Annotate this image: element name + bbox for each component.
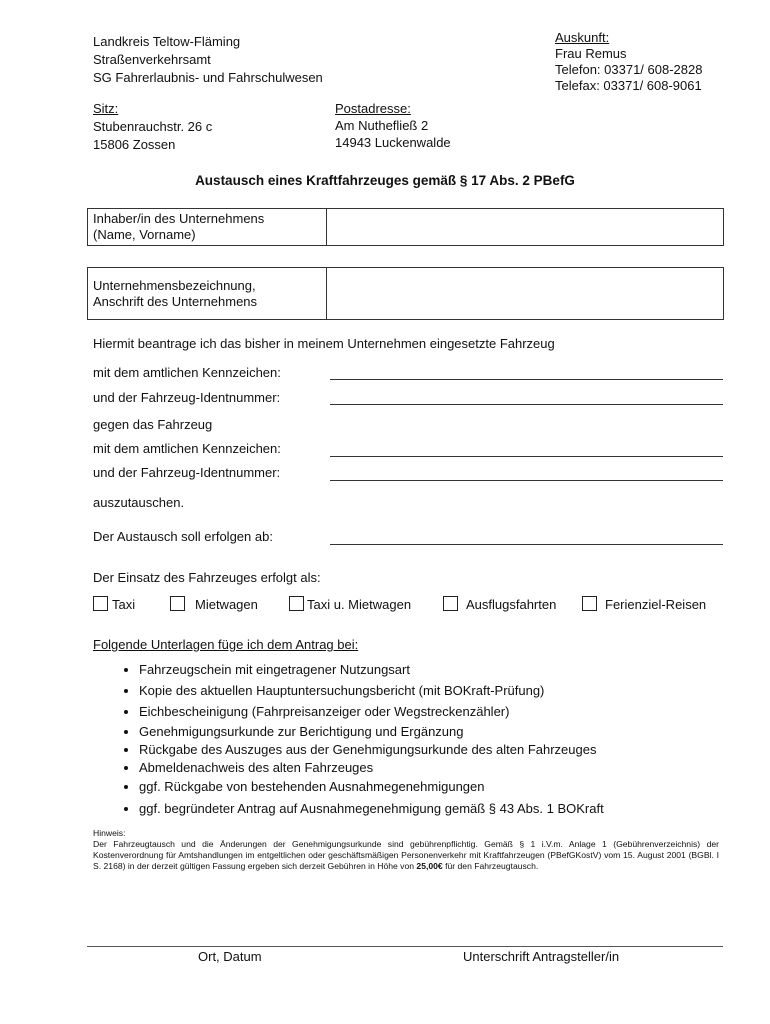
date-field[interactable] <box>330 544 723 545</box>
option-label: Ausflugsfahrten <box>466 597 557 612</box>
option-label: Ferienziel-Reisen <box>605 597 707 612</box>
new-vin-field[interactable] <box>330 480 723 481</box>
signature-line[interactable] <box>87 946 723 947</box>
option-taxi[interactable] <box>93 596 135 612</box>
list-item: • Rückgabe des Auszuges aus der Genehmigungsurkunde des alten Fahrzeuges <box>139 741 739 759</box>
list-item: • Genehmigungsurkunde zur Berichtigung und Ergänzung <box>139 723 739 741</box>
intro-text: Hiermit beantrage ich das bisher in meinem Unternehmen eingesetzte Fahrzeug <box>93 336 555 351</box>
contact-line: Frau Remus <box>555 46 627 61</box>
option-ausflugsfahrten[interactable] <box>443 596 556 612</box>
owner-label-line: Inhaber/in des Unternehmens <box>93 211 265 226</box>
place-date-label: Ort, Datum <box>198 949 262 964</box>
option-label: Taxi <box>112 597 136 612</box>
authority-line: SG Fahrerlaubnis- und Fahrschulwesen <box>93 70 323 85</box>
company-label-line: Unternehmensbezeichnung, <box>93 277 256 293</box>
documents-list <box>93 660 739 818</box>
usage-label: Der Einsatz des Fahrzeuges erfolgt als: <box>93 570 321 585</box>
new-vin-label: und der Fahrzeug-Identnummer: <box>93 465 281 480</box>
against-text: gegen das Fahrzeug <box>93 417 213 432</box>
authority-line: Landkreis Teltow-Fläming <box>93 34 241 49</box>
seat-title: Sitz: <box>93 101 119 116</box>
contact-title: Auskunft: <box>555 30 610 45</box>
contact-line: Telefax: 03371/ 608-9061 <box>555 78 702 93</box>
form-title: Austausch eines Kraftfahrzeuges gemäß § 17 Abs. 2 PBefG <box>195 173 575 188</box>
postal-address <box>335 100 451 151</box>
list-item: • ggf. Rückgabe von bestehenden Ausnahmegenehmigungen <box>139 777 739 796</box>
owner-label <box>88 209 327 246</box>
owner-label-line: (Name, Vorname) <box>93 227 196 242</box>
contact-block <box>555 30 702 94</box>
exchange-text: auszutauschen. <box>93 495 185 510</box>
new-plate-label: mit dem amtlichen Kennzeichen: <box>93 441 281 456</box>
contact-line: Telefon: 03371/ 608-2828 <box>555 62 703 77</box>
company-label-line: Anschrift des Unternehmens <box>93 293 258 309</box>
list-item: • Kopie des aktuellen Hauptuntersuchungsbericht (mit BOKraft-Prüfung) <box>139 681 739 700</box>
postal-title: Postadresse: <box>335 101 411 116</box>
postal-line: Am Nuthefließ 2 <box>335 118 429 133</box>
owner-table <box>87 208 724 246</box>
company-table <box>87 267 724 320</box>
checkbox[interactable] <box>582 596 597 611</box>
option-taxi-mietwagen[interactable] <box>289 596 411 612</box>
list-item: • Fahrzeugschein mit eingetragener Nutzungsart <box>139 660 739 679</box>
fee-note <box>93 828 719 872</box>
seat-line: 15806 Zossen <box>93 137 176 152</box>
authority-line: Straßenverkehrsamt <box>93 52 211 67</box>
old-plate-label: mit dem amtlichen Kennzeichen: <box>93 365 281 380</box>
seat-address <box>93 100 212 154</box>
documents-title: Folgende Unterlagen füge ich dem Antrag bei: <box>93 637 359 652</box>
list-item: • Abmeldenachweis des alten Fahrzeuges <box>139 759 739 777</box>
list-item: • ggf. begründeter Antrag auf Ausnahmegenehmigung gemäß § 43 Abs. 1 BOKraft <box>139 799 739 818</box>
signature-label: Unterschrift Antragsteller/in <box>463 949 620 964</box>
note-text-part: Der Fahrzeugtausch und die Änderungen der Genehmigungsurkunde sind gebührenpflichtig. Gemäß § 1 i.V.m. Anlage 1 (Gebührenverzeichnis) der Kostenverordnung für Amtshandlungen im entgeltlichen oder geschäftsmäßigen Personenverkehr mit Kraftfahrzeugen (PBefGKostV) vom 15. August 2001 (BGBl. I S. 2168) in der derzeit gültigen Fassung ergeben sich derzeit Gebühren in Höhe von <box>93 839 719 871</box>
company-address-field[interactable] <box>327 268 724 320</box>
checkbox[interactable] <box>289 596 304 611</box>
option-label: Mietwagen <box>195 597 258 612</box>
option-ferienziel-reisen[interactable] <box>582 596 706 612</box>
checkbox[interactable] <box>170 596 185 611</box>
company-label <box>88 268 327 320</box>
authority-block <box>93 33 323 87</box>
seat-line: Stubenrauchstr. 26 c <box>93 119 213 134</box>
old-vin-field[interactable] <box>330 404 723 405</box>
postal-line: 14943 Luckenwalde <box>335 135 451 150</box>
date-label: Der Austausch soll erfolgen ab: <box>93 529 273 544</box>
note-text <box>93 839 719 872</box>
checkbox[interactable] <box>443 596 458 611</box>
old-plate-field[interactable] <box>330 379 723 380</box>
old-vin-label: und der Fahrzeug-Identnummer: <box>93 390 281 405</box>
note-title: Hinweis: <box>93 828 126 838</box>
option-mietwagen[interactable] <box>170 596 258 612</box>
list-item: • Eichbescheinigung (Fahrpreisanzeiger oder Wegstreckenzähler) <box>139 702 739 721</box>
new-plate-field[interactable] <box>330 456 723 457</box>
option-label: Taxi u. Mietwagen <box>307 597 412 612</box>
checkbox[interactable] <box>93 596 108 611</box>
note-text-part: für den Fahrzeugtausch. <box>442 861 539 871</box>
fee-amount: 25,00€ <box>416 861 443 871</box>
owner-name-field[interactable] <box>327 209 724 246</box>
